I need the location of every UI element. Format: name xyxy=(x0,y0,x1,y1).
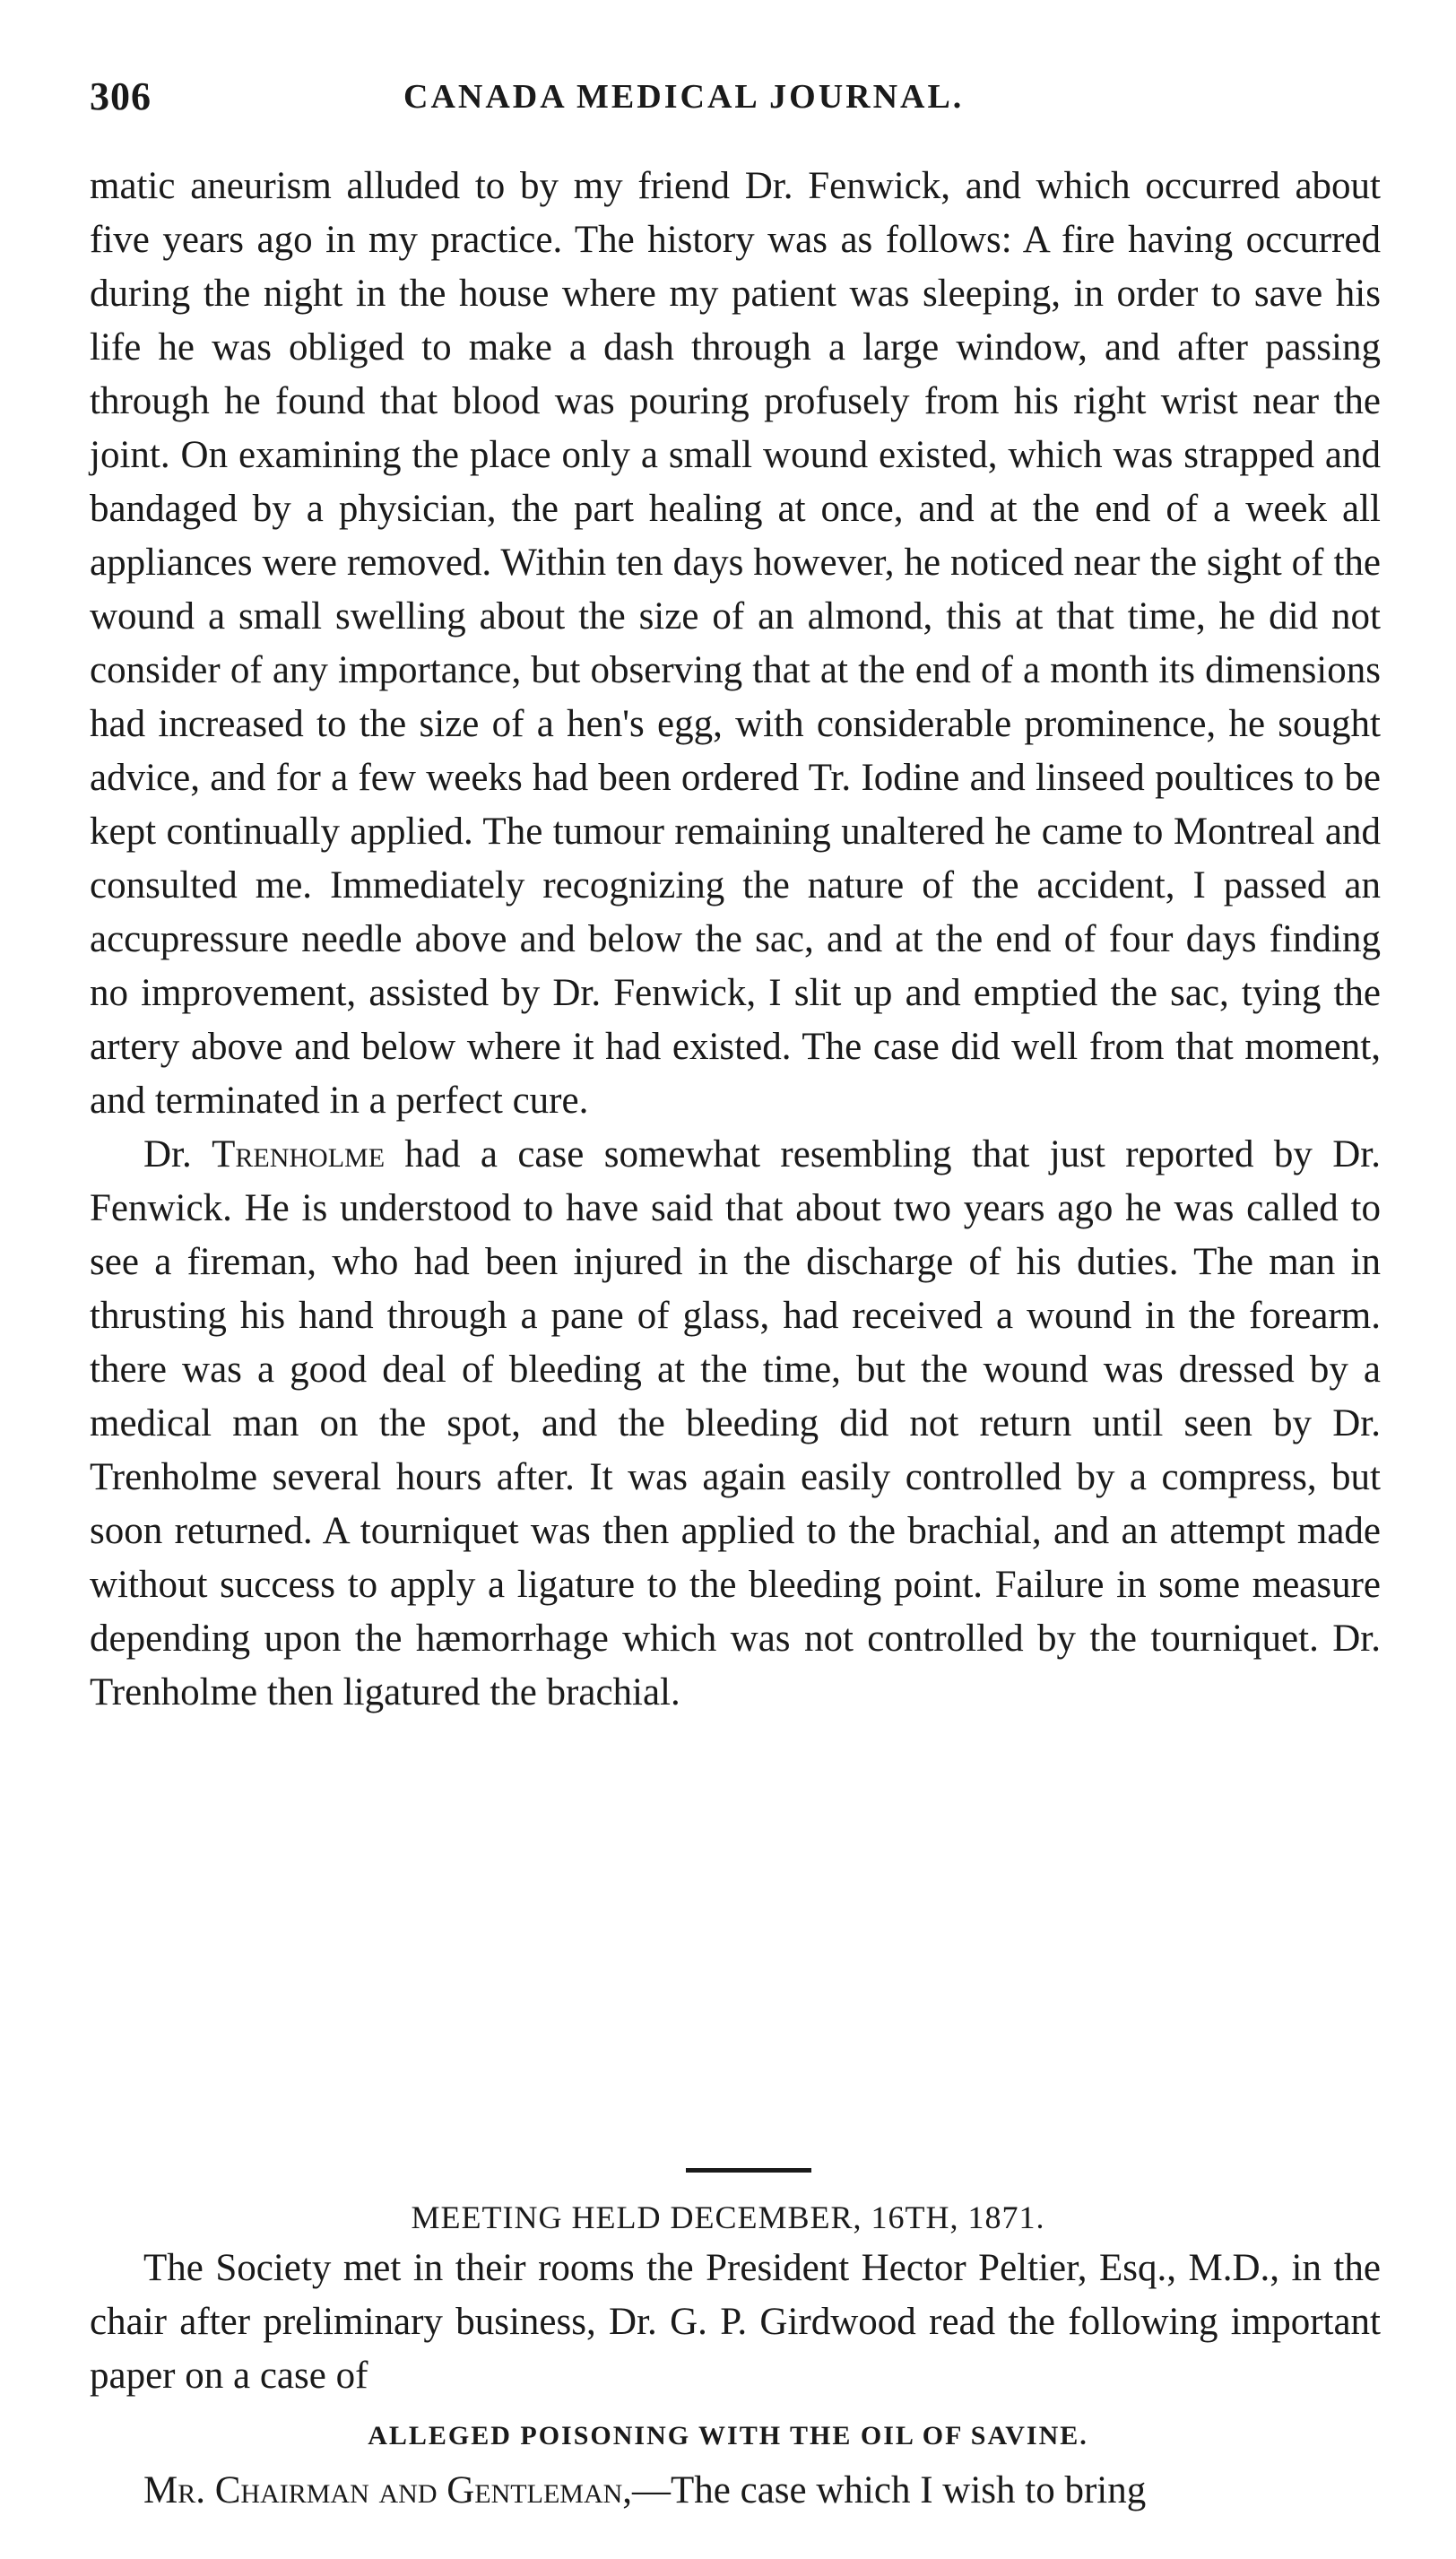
speaker-prefix: Dr. xyxy=(143,1133,212,1175)
trenholme-text: had a case somewhat resembling that just reported by Dr. Fenwick. He is understood to have said that about two years ago he was called to see a fireman, who had been injured in the discharge of his duties. The man in thrusting his hand through a pane of glass, had received a wound in the forearm. there was a good deal of bleeding at the time, but the wound was dressed by a medical man on the spot, and the bleeding did not return until seen by Dr. Trenholme several hours after. It was again easily controlled by a compress, but soon returned. A tourniquet was then applied to the brachial, and an attempt made without success to apply a ligature to the bleeding point. Failure in some measure depending upon the hæmorrhage which was not controlled by the tourniquet. Dr. Trenholme then ligatured the brachial. xyxy=(90,1133,1381,1713)
page-number: 306 xyxy=(90,74,152,118)
page-header xyxy=(90,74,1381,127)
article-body xyxy=(90,160,1381,1720)
speaker-name: Trenholme xyxy=(212,1133,386,1175)
meeting-paragraph: The Society met in their rooms the President Hector Peltier, Esq., M.D., in the chair after preliminary business, Dr. G. P. Girdwood read the following important paper on a case of xyxy=(90,2247,1381,2397)
meeting-heading: MEETING HELD DECEMBER, 16TH, 1871. xyxy=(411,2199,1045,2235)
meeting-section xyxy=(90,2242,1381,2403)
address-paragraph xyxy=(90,2464,1381,2518)
paragraph-trenholme-case xyxy=(90,1128,1381,1720)
paragraph-aneurism-case: matic aneurism alluded to by my friend Dr. Fenwick, and which occurred about five years ago in my practice. The history was as follows: A fire having occurred during the night in the house where my patient was sleeping, in order to save his life he was obliged to make a dash through a large window, and after passing through he found that blood was pouring profusely from his right wrist near the joint. On examining the place only a small wound existed, which was strapped and bandaged by a physician, the part healing at once, and at the end of a week all appliances were removed. Within ten days however, he noticed near the sight of the wound a small swelling about the size of an almond, this at that time, he did not consider of any importance, but observing that at the end of a month its dimensions had increased to the size of a hen's egg, with considerable prominence, he sought advice, and for a few weeks had been ordered Tr. Iodine and linseed poultices to be kept continually applied. The tumour remaining unaltered he came to Montreal and consulted me. Immediately recognizing the nature of the accident, I passed an accupressure needle above and below the sac, and at the end of four days finding no improvement, assisted by Dr. Fenwick, I slit up and emptied the sac, tying the artery above and below where it had existed. The case did well from that moment, and terminated in a perfect cure. xyxy=(90,165,1381,1122)
paper-subject-heading: ALLEGED POISONING WITH THE OIL OF SAVINE. xyxy=(368,2421,1088,2451)
salutation: Mr. Chairman and Gentleman, xyxy=(143,2469,633,2511)
address-text: —The case which I wish to bring xyxy=(632,2469,1147,2511)
running-title: CANADA MEDICAL JOURNAL. xyxy=(403,78,965,116)
section-divider xyxy=(686,2168,811,2173)
